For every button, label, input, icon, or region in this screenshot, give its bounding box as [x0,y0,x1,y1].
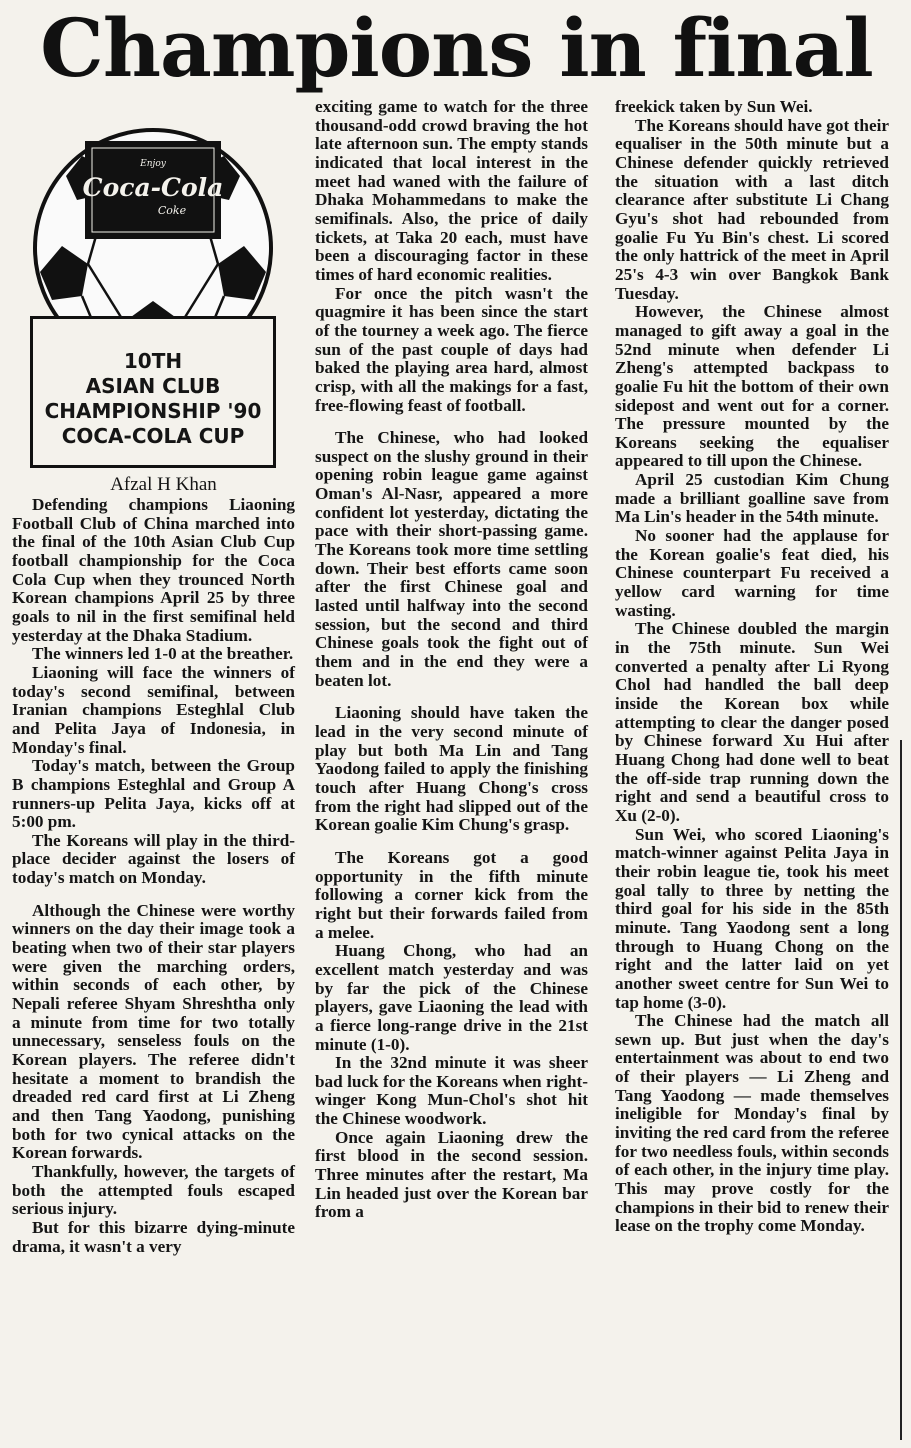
logo-brand-top: Enjoy [140,159,166,169]
paragraph: However, the Chinese almost managed to gift away a goal in the 52nd minute when defender Li Zheng's attempted backpass to goalie Fu hit the bottom of their own sidepost and went out for a corner. The pressure mounted by the Koreans seeking the equaliser appeared to till upon the Chinese. [615,302,889,471]
paragraph: No sooner had the applause for the Korean goalie's feat died, his Chinese counterpart Fu received a yellow card warning for time wasting. [615,526,889,620]
article-column-3 [615,98,889,1236]
paragraph: Liaoning should have taken the lead in the very second minute of play but both Ma Lin and Tang Yaodong failed to apply the finishing touch after Huang Chong's cross from the right had slipped out of the Korean goalie Kim Chung's grasp. [315,703,588,835]
article-column-2 [315,98,588,1222]
byline: Afzal H Khan [110,474,217,495]
paragraph: exciting game to watch for the three thousand-odd crowd braving the hot late afternoon sun. The empty stands indicated that local interest in the meet had waned with the failure of Dhaka Mohammedans to make the semifinals. Also, the price of daily tickets, at Taka 20 each, must have been a discouraging factor in these times of hard economic realities. [315,97,588,284]
coca-cola-cup-logo [22,96,284,468]
paragraph: Although the Chinese were worthy winners on the day their image took a beating when two of their star players were given the marching orders, within seconds of each other, by Nepali referee Shyam Shreshtha only a minute from time for two totally unnecessary, senseless fouls on the Korean players. The referee didn't hesitate a moment to brandish the dreaded red card first at Li Zheng and then Tang Yaodong, punishing both for two cynical attacks on the Korean forwards. [12,900,295,1163]
paragraph: Liaoning will face the winners of today's second semifinal, between Iranian champions Esteghlal Club and Pelita Jaya of Indonesia, in Monday's final. [12,662,295,757]
logo-line: ASIAN CLUB [85,374,221,398]
paragraph: Defending champions Liaoning Football Club of China marched into the final of the 10th Asian Club Cup football championship for the Coca Cola Cup when they trounced North Korean champions April 25 by three goals to nil in the first semifinal held yesterday at the Dhaka Stadium. [12,495,295,645]
paragraph: But for this bizarre dying-minute drama, it wasn't a very [12,1217,295,1256]
logo-line: 10TH [123,349,183,373]
paragraph: Once again Liaoning drew the first blood in the second session. Three minutes after the restart, Ma Lin headed just over the Korean bar from a [315,1127,588,1222]
logo-line: CHAMPIONSHIP '90 [44,399,262,423]
logo-brand-sub: Coke [157,204,187,217]
headline: Champions in final [40,1,873,95]
logo-caption-panel [30,316,276,468]
paragraph: The Chinese doubled the margin in the 75th minute. Sun Wei converted a penalty after Li Ryong Chol had handled the ball deep inside the Korean box while attempting to clear the danger posed by Chinese forward Xu Hui after Huang Chong had done well to beat the off-side trap running down the right and send a beautiful cross to Xu (2-0). [615,619,889,825]
paragraph: The Koreans got a good opportunity in the fifth minute following a corner kick from the right but their forwards failed from a melee. [315,847,588,942]
paragraph: The Koreans should have got their equaliser in the 50th minute but a Chinese defender quickly retrieved the situation with a last ditch clearance after substitute Li Chang Gyu's shot had rebounded from goalie Fu Yu Bin's chest. Li scored the only hattrick of the meet in April 25's 4-3 win over Bangkok Bank Tuesday. [615,115,889,303]
paragraph: The Koreans will play in the third-place decider against the losers of today's match on Monday. [12,830,295,888]
paragraph: The Chinese had the match all sewn up. But just when the day's entertainment was about to end two of their players — Li Zheng and Tang Yaodong — made themselves ineligible for Monday's final by inviting the red card from the referee for two needless fouls, within seconds of each other, in the injury time play. This may prove costly for the champions in their bid to renew their lease on the trophy come Monday. [615,1011,889,1236]
article-column-1 [12,474,295,1256]
logo-line: COCA-COLA CUP [61,424,245,448]
paragraph: The winners led 1-0 at the breather. [32,644,294,664]
logo-brand-name: Coca-Cola [82,173,224,202]
paragraph: The Chinese, who had looked suspect on the slushy ground in their opening robin league game against Oman's Al-Nasr, appeared a more confident lot yesterday, dictating the pace with their short-passing game. The Koreans took more time settling down. Their best efforts came soon after the first Chinese goal and lasted until halfway into the second session, but the second and third Chinese goals took the fight out of them and in the end they were a beaten lot. [315,428,588,690]
paragraph: Thankfully, however, the targets of both the attempted fouls escaped serious injury. [12,1161,295,1219]
paragraph: Sun Wei, who scored Liaoning's match-winner against Pelita Jaya in their robin league tie, took his meet goal tally to three by netting the third goal for his side in the 85th minute. Tang Yaodong sent a long through to Huang Chong on the right and the latter laid on yet another sweet centre for Sun Wei to tap home (3-0). [615,824,889,1012]
paragraph: For once the pitch wasn't the quagmire it has been since the start of the tourney a week ago. The fierce sun of the past couple of days had baked the playing area hard, almost crisp, with all the makings for a fast, free-flowing feast of football. [315,283,588,415]
column-rule [900,740,902,1440]
paragraph: Huang Chong, who had an excellent match yesterday and was by far the pick of the Chinese players, gave Liaoning the lead with a fierce long-range drive in the 21st minute (1-0). [315,941,588,1054]
paragraph: Today's match, between the Group B champions Esteghlal and Group A runners-up Pelita Jaya, kicks off at 5:00 pm. [12,756,295,832]
paragraph: April 25 custodian Kim Chung made a brilliant goalline save from Ma Lin's header in the 54th minute. [615,470,889,527]
paragraph: In the 32nd minute it was sheer bad luck for the Koreans when right-winger Kong Mun-Chol's shot hit the Chinese woodwork. [315,1053,588,1129]
paragraph: freekick taken by Sun Wei. [615,97,813,116]
